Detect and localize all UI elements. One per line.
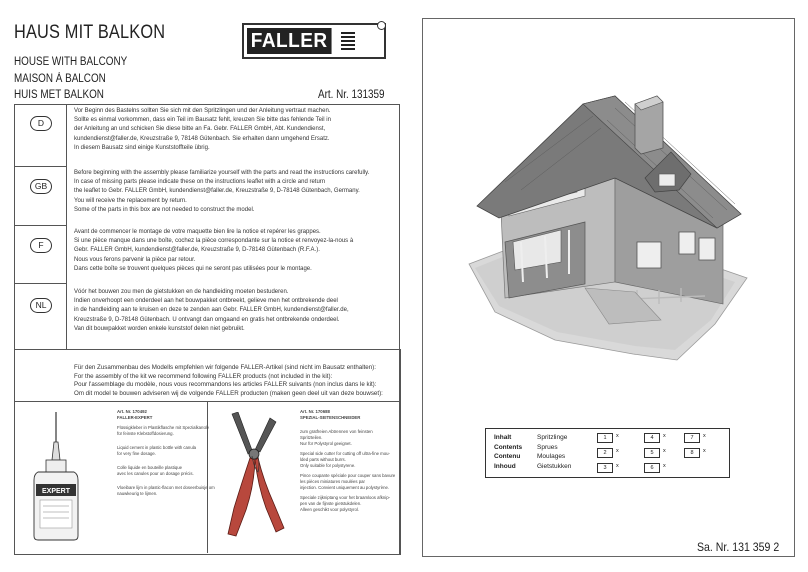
text-line: lded parts without burrs. [300,457,346,462]
text-line: Gebr. FALLER GmbH, kundendienst@faller.de, Kreuzstraße 9, D-78148 Gütenbach (R.F.A.). [74,247,320,254]
text-line: Vóór het bouwen zou men de gietstukken en de handleiding moeten bestuderen. [74,289,289,295]
times-mark: x [616,448,619,454]
text-line: in de handleiding aan te kruisen en deze te zenden aan Gebr. FALLER GmbH, kundendienst@faller.de, [74,307,349,314]
lang-divider [14,225,66,226]
text-line: injection. Convient uniquement au polystyrène. [300,485,390,490]
text-line: Colle liquide en bouteille plastique [117,465,182,470]
lang-badge-nl: NL [30,298,52,313]
product-cutter-text [300,409,395,513]
text-line: Dans cette boîte se trouvent quelques pièces qui ne seront pas utilisées pour le montage. [74,265,312,272]
text-line: Kreuzstraße 9, D-78148 Gütenbach. U ontvangt dan omgaand en gratis het ontbrekende onderdeel. [74,316,340,323]
text-line: Vor Beginn des Bastelns sollten Sie sich mit den Spritzlingen und der Anleitung vertraut machen. [74,108,331,114]
product-name: FALLER-EXPERT [117,415,153,420]
bottle-label-text: EXPERT [41,488,71,495]
paragraph-en [74,169,394,215]
text-line: Only suitable for polystyrene. [300,463,356,468]
text-line: Si une pièce manque dans une boîte, cochez la pièce correspondante sur la notice et renvoyez-la-nous à [74,238,354,245]
sprue-box: 6 [644,463,660,473]
text-line: In case of missing parts please indicate these on the instructions leaflet with a circle and return [74,179,326,186]
header-divider [14,104,400,105]
times-mark: x [616,463,619,469]
contents-values [537,433,571,471]
contents-label: Contenu [494,453,521,460]
contents-value: Gietstukken [537,462,572,470]
page-title: HAUS MIT BALKON [14,22,166,43]
text-line: Alleen geschikt voor polystyrol. [300,507,359,512]
text-line: Avant de commencer le montage de votre maquette bien lire la notice et repérer les grappes. [74,229,321,235]
sprue-box: 2 [597,448,613,458]
lang-divider [14,166,66,167]
text-line: Speciale zijkniptang voor het braamloos afknip- [300,495,391,500]
text-line: Spritzteilen. [300,435,323,440]
text-line: Van dit bouwpakket worden enkele kunststof delen niet gebruikt. [74,325,245,332]
recommendation-text [74,364,383,398]
glue-bottle-image [30,412,82,542]
text-line: Vloeibare lijm in plastic-flacon met doseerbuisje om [117,485,215,490]
registered-icon [377,21,386,30]
text-line: Indien onverhoopt een onderdeel aan het bouwpakket ontbreekt, gelieve men het ontbrekende deel [74,298,338,305]
house-model-image [465,92,750,362]
text-line: Special side cutter for cutting off ultra-fine mou- [300,451,390,456]
text-line: Some of the parts in this box are not needed to construct the model. [74,206,255,213]
contents-labels [494,433,522,471]
text-line: avec les canules pour un dosage précis. [117,471,194,476]
product-name: SPEZIAL-SEITENSCHNEIDER [300,415,361,420]
text-line: Before beginning with the assembly please familiarize yourself with the parts and read the instructions carefully. [74,170,370,176]
text-line: zum gratfreien Abtrennen von feinsten [300,429,373,434]
text-line: kundendienst@faller.de, Kreuzstraße 9, 78148 Gütenbach. Sie erhalten dann umgehend Ersatz. [74,135,330,142]
contents-table [485,428,730,478]
times-mark: x [703,433,706,439]
article-number: Art. Nr. 131359 [318,89,385,101]
text-line: Om dit model te bouwen adviseren wij de volgende FALLER producten (maken geen deel uit van deze bouwset): [74,389,383,397]
subtitle-nl: HUIS MET BALKON [14,89,104,101]
text-line: Liquid cement in plastic bottle with canula [117,445,197,450]
sa-number: Sa. Nr. 131 359 2 [697,540,780,554]
sprue-box: 1 [597,433,613,443]
text-line: Pour l'assemblage du modèle, nous vous recommandons les articles FALLER suivants (non inclus dans le kit): [74,381,377,389]
text-line: In diesem Bausatz sind einige Kunststoffteile übrig. [74,144,210,151]
subtitle-en: HOUSE WITH BALCONY [14,56,128,68]
logo-text: FALLER [247,28,331,54]
lang-badge-d: D [30,116,52,131]
lang-column-divider [66,104,67,349]
sprue-box: 5 [644,448,660,458]
text-line: nauwkeurig te lijmen. [117,491,158,496]
contents-value: Sprues [537,443,558,451]
faller-logo [242,23,386,59]
contents-label: Inhalt [494,434,512,441]
contents-label: Inhoud [494,462,516,470]
times-mark: x [663,433,666,439]
paragraph-de [74,107,394,153]
text-line: For the assembly of the kit we recommend following FALLER products (not included in the kit): [74,372,333,380]
times-mark: x [703,448,706,454]
times-mark: x [663,448,666,454]
lang-divider [14,283,66,284]
text-line: Sollte es einmal vorkommen, dass ein Teil im Bausatz fehlt, kreuzen Sie bitte das fehlende Teil in [74,117,331,124]
lang-badge-gb: GB [30,179,52,194]
text-line: pen van de fijnste gietstukdelen. [300,501,362,506]
text-line: Nur für Polystyrol geeignet. [300,441,352,446]
contents-value: Moulages [537,453,566,460]
text-line: der Anleitung an und schicken Sie diese bitte an Fa. Gebr. FALLER GmbH, Abt. Kundendienst, [74,126,326,133]
text-line: für feinste Klebstoffdosierung. [117,431,174,436]
text-line: Flüssigkleber in Plastikflasche mit Spezialkanüle [117,425,210,430]
text-line: the leaflet to Gebr. FALLER GmbH, kundendienst@faller.de, Kreuzstraße 9, D-78148 Gütenbach, Germany. [74,188,360,195]
product-article: Art. Nr. 170688 [300,409,330,414]
lang-badge-f: F [30,238,52,253]
paragraph-nl [74,288,394,334]
subtitle-fr: MAISON À BALCON [14,73,106,85]
text-line: Pince coupante spéciale pour couper sans bavure [300,473,396,478]
product-expert-text [117,409,215,497]
text-line: les pièces miniatures moulées par [300,479,365,484]
times-mark: x [616,433,619,439]
sprue-box: 4 [644,433,660,443]
sprue-box: 7 [684,433,700,443]
contents-label: Contents [494,443,523,451]
sprue-box: 8 [684,448,700,458]
left-border [14,104,15,349]
text-line: for very fine dosage. [117,451,156,456]
sprue-box: 3 [597,463,613,473]
paragraph-fr [74,228,394,274]
text-line: Nous vous ferons parvenir la pièce par retour. [74,256,196,263]
times-mark: x [663,463,666,469]
text-line: You will receive the replacement by return. [74,197,187,204]
product-article: Art. Nr. 170492 [117,409,147,414]
side-cutter-image [222,412,292,538]
logo-bars-icon [341,32,355,50]
text-line: Für den Zusammenbau des Modells empfehlen wir folgende FALLER-Artikel (sind nicht im Bausatz enthalten): [74,364,376,371]
contents-value: Spritzlinge [537,434,568,441]
